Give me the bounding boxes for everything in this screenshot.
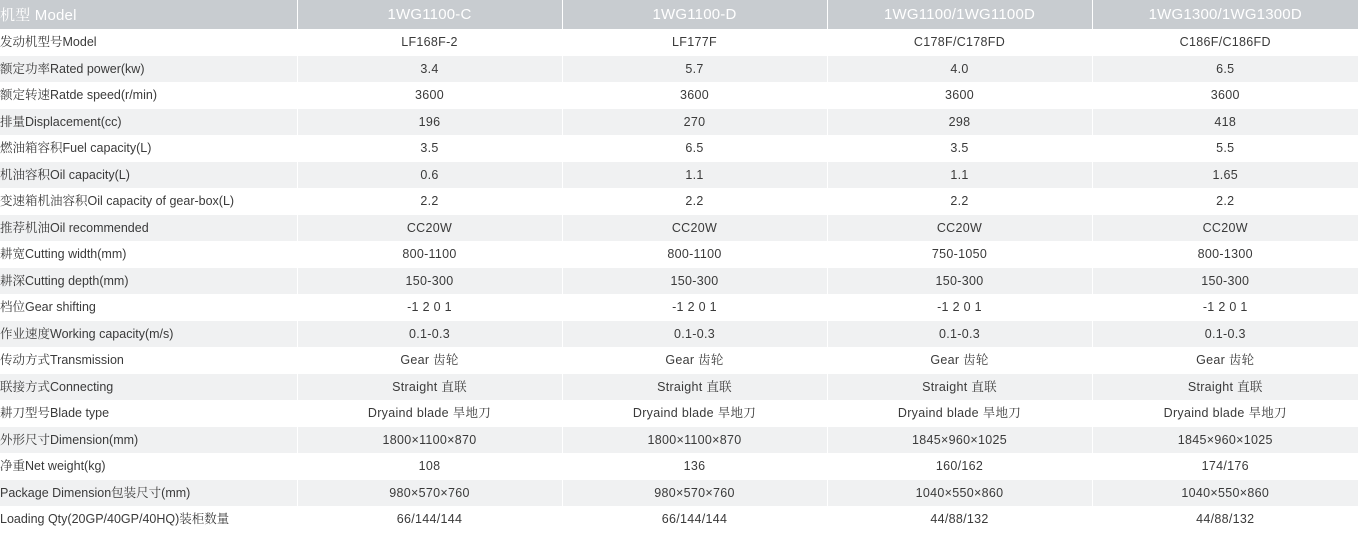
row-value: 1.65: [1092, 162, 1358, 189]
row-value: 2.2: [297, 188, 562, 215]
row-label: 推荐机油Oil recommended: [0, 215, 297, 242]
row-value: 174/176: [1092, 453, 1358, 480]
table-row: [0, 427, 1358, 454]
row-label: 作业速度Working capacity(m/s): [0, 321, 297, 348]
row-value: -1 2 0 1: [297, 294, 562, 321]
row-value: 1.1: [827, 162, 1092, 189]
row-value: Gear 齿轮: [827, 347, 1092, 374]
table-body: [0, 29, 1358, 533]
row-value: 980×570×760: [297, 480, 562, 507]
row-value: 1040×550×860: [1092, 480, 1358, 507]
header-cell-model-3: 1WG1100/1WG1100D: [827, 0, 1092, 29]
row-value: 1845×960×1025: [1092, 427, 1358, 454]
table-row: [0, 109, 1358, 136]
row-value: 0.1-0.3: [827, 321, 1092, 348]
table-row: [0, 374, 1358, 401]
row-label: Loading Qty(20GP/40GP/40HQ)装柜数量: [0, 506, 297, 533]
row-value: Dryaind blade 旱地刀: [562, 400, 827, 427]
row-value: 1800×1100×870: [562, 427, 827, 454]
row-value: 44/88/132: [827, 506, 1092, 533]
row-value: 2.2: [562, 188, 827, 215]
row-value: 4.0: [827, 56, 1092, 83]
row-value: 3600: [562, 82, 827, 109]
table-row: [0, 268, 1358, 295]
row-value: CC20W: [827, 215, 1092, 242]
row-label: 传动方式Transmission: [0, 347, 297, 374]
row-value: 150-300: [562, 268, 827, 295]
row-value: Gear 齿轮: [1092, 347, 1358, 374]
row-value: CC20W: [297, 215, 562, 242]
table-row: [0, 215, 1358, 242]
row-value: 2.2: [1092, 188, 1358, 215]
row-value: -1 2 0 1: [1092, 294, 1358, 321]
header-cell-model-4: 1WG1300/1WG1300D: [1092, 0, 1358, 29]
row-value: 44/88/132: [1092, 506, 1358, 533]
row-value: 3600: [827, 82, 1092, 109]
table-row: [0, 347, 1358, 374]
row-value: 150-300: [297, 268, 562, 295]
table-row: [0, 29, 1358, 56]
row-value: 66/144/144: [562, 506, 827, 533]
row-value: LF177F: [562, 29, 827, 56]
row-value: 800-1100: [562, 241, 827, 268]
row-label: 耕深Cutting depth(mm): [0, 268, 297, 295]
row-label: 耕宽Cutting width(mm): [0, 241, 297, 268]
row-value: 108: [297, 453, 562, 480]
table-row: [0, 56, 1358, 83]
row-value: 160/162: [827, 453, 1092, 480]
row-value: 800-1300: [1092, 241, 1358, 268]
table-row: [0, 162, 1358, 189]
row-label: 机油容积Oil capacity(L): [0, 162, 297, 189]
table-header: [0, 0, 1358, 29]
row-value: 3600: [297, 82, 562, 109]
row-value: 136: [562, 453, 827, 480]
table-row: [0, 400, 1358, 427]
row-label: 净重Net weight(kg): [0, 453, 297, 480]
row-label: 档位Gear shifting: [0, 294, 297, 321]
table-row: [0, 294, 1358, 321]
table-row: [0, 241, 1358, 268]
row-value: CC20W: [1092, 215, 1358, 242]
row-value: Dryaind blade 旱地刀: [297, 400, 562, 427]
header-cell-model-2: 1WG1100-D: [562, 0, 827, 29]
row-value: 1040×550×860: [827, 480, 1092, 507]
row-label: 额定功率Rated power(kw): [0, 56, 297, 83]
row-value: 3600: [1092, 82, 1358, 109]
row-value: 0.1-0.3: [297, 321, 562, 348]
row-value: 270: [562, 109, 827, 136]
row-value: Gear 齿轮: [297, 347, 562, 374]
table-row: [0, 82, 1358, 109]
row-label: 排量Displacement(cc): [0, 109, 297, 136]
row-value: -1 2 0 1: [562, 294, 827, 321]
row-value: 66/144/144: [297, 506, 562, 533]
row-label: Package Dimension包装尺寸(mm): [0, 480, 297, 507]
row-value: 1.1: [562, 162, 827, 189]
header-cell-model-1: 1WG1100-C: [297, 0, 562, 29]
row-value: C186F/C186FD: [1092, 29, 1358, 56]
header-cell-model-label: 机型 Model: [0, 0, 297, 29]
row-value: 150-300: [827, 268, 1092, 295]
row-value: 0.1-0.3: [1092, 321, 1358, 348]
row-value: 5.5: [1092, 135, 1358, 162]
table-row: [0, 188, 1358, 215]
row-value: CC20W: [562, 215, 827, 242]
row-label: 耕刀型号Blade type: [0, 400, 297, 427]
row-value: 1800×1100×870: [297, 427, 562, 454]
row-label: 发动机型号Model: [0, 29, 297, 56]
row-value: 3.5: [827, 135, 1092, 162]
row-value: Straight 直联: [827, 374, 1092, 401]
row-value: 2.2: [827, 188, 1092, 215]
row-value: 418: [1092, 109, 1358, 136]
row-value: LF168F-2: [297, 29, 562, 56]
row-value: 150-300: [1092, 268, 1358, 295]
row-value: 5.7: [562, 56, 827, 83]
row-value: 196: [297, 109, 562, 136]
table-row: [0, 453, 1358, 480]
row-value: 3.4: [297, 56, 562, 83]
table-row: [0, 135, 1358, 162]
row-label: 额定转速Ratde speed(r/min): [0, 82, 297, 109]
row-value: 800-1100: [297, 241, 562, 268]
row-value: 0.1-0.3: [562, 321, 827, 348]
row-value: 0.6: [297, 162, 562, 189]
row-value: Dryaind blade 旱地刀: [1092, 400, 1358, 427]
row-label: 变速箱机油容积Oil capacity of gear-box(L): [0, 188, 297, 215]
table-row: [0, 506, 1358, 533]
row-value: Gear 齿轮: [562, 347, 827, 374]
row-value: 3.5: [297, 135, 562, 162]
row-value: 1845×960×1025: [827, 427, 1092, 454]
row-value: C178F/C178FD: [827, 29, 1092, 56]
row-value: 750-1050: [827, 241, 1092, 268]
row-value: 980×570×760: [562, 480, 827, 507]
row-label: 外形尺寸Dimension(mm): [0, 427, 297, 454]
row-value: Straight 直联: [1092, 374, 1358, 401]
row-value: Dryaind blade 旱地刀: [827, 400, 1092, 427]
row-label: 燃油箱容积Fuel capacity(L): [0, 135, 297, 162]
row-value: Straight 直联: [297, 374, 562, 401]
table-row: [0, 321, 1358, 348]
table-row: [0, 480, 1358, 507]
row-value: 6.5: [562, 135, 827, 162]
row-value: -1 2 0 1: [827, 294, 1092, 321]
table-header-row: [0, 0, 1358, 29]
row-value: 6.5: [1092, 56, 1358, 83]
row-label: 联接方式Connecting: [0, 374, 297, 401]
row-value: Straight 直联: [562, 374, 827, 401]
row-value: 298: [827, 109, 1092, 136]
